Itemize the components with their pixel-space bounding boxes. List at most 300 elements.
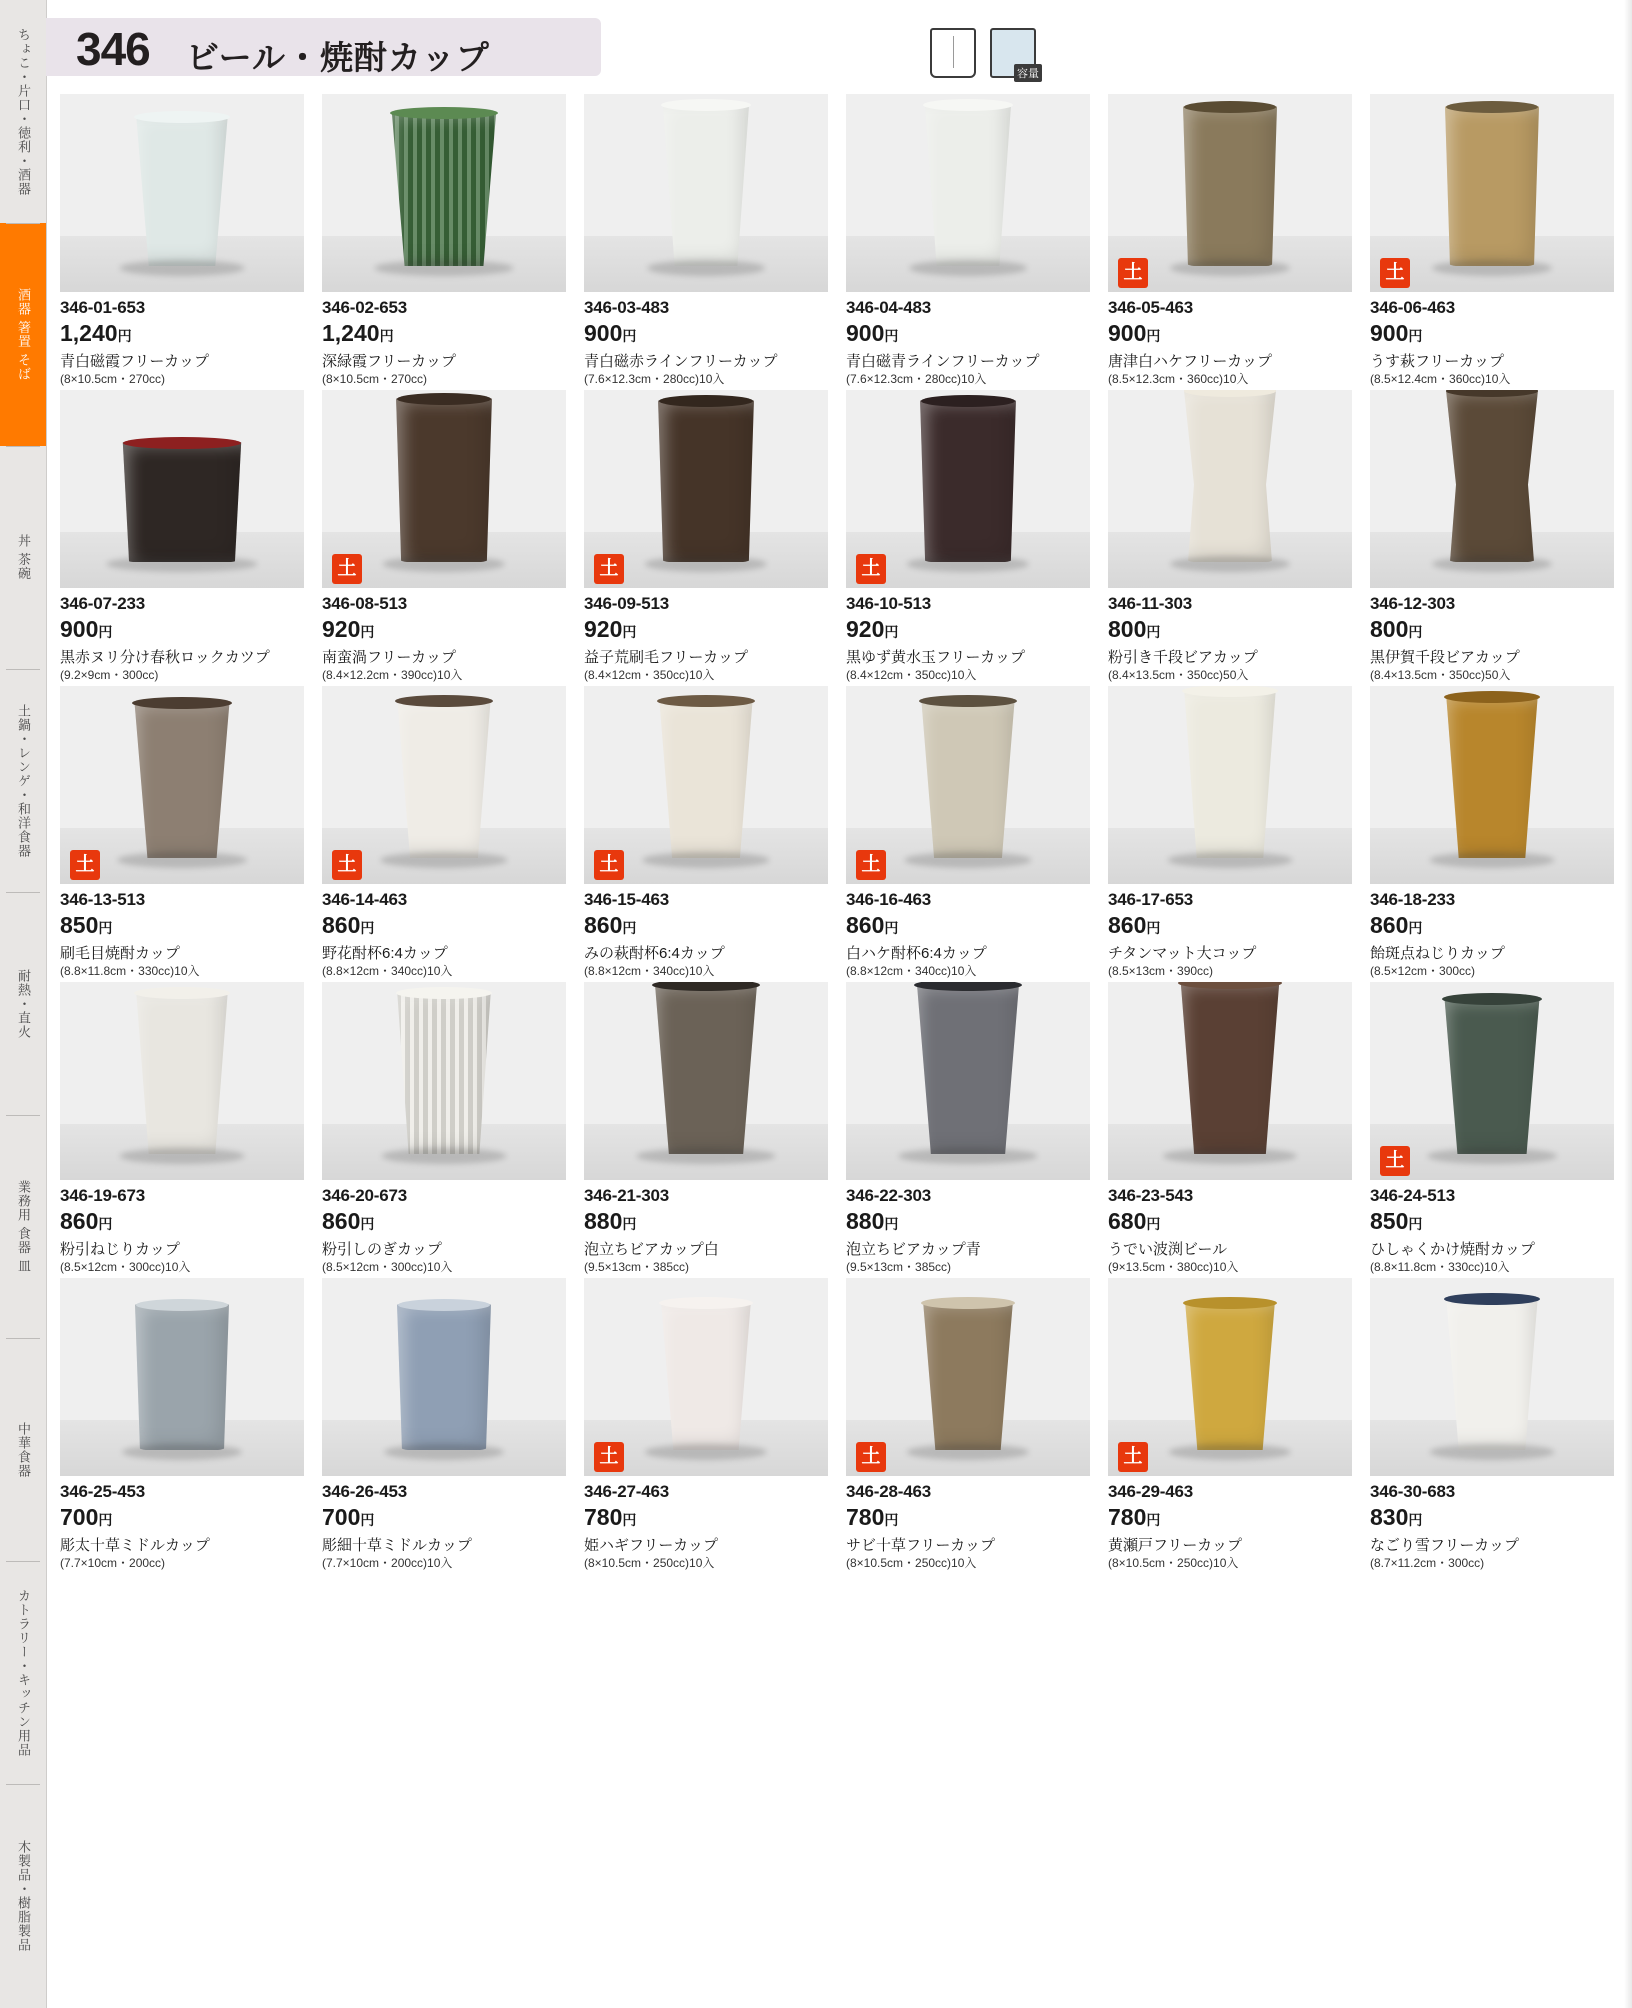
price-value: 900 xyxy=(60,616,99,642)
product-spec: (9×13.5cm・380cc)10入 xyxy=(1108,1260,1239,1274)
product-code: 346-05-463 xyxy=(1108,298,1193,317)
cup-shadow xyxy=(898,1148,1037,1164)
product-spec: (8.8×12cm・340cc)10入 xyxy=(322,964,453,978)
price-value: 780 xyxy=(584,1504,623,1530)
yen-symbol: 円 xyxy=(622,328,637,344)
product-cell[interactable] xyxy=(576,388,838,684)
cup-body xyxy=(1180,106,1280,266)
product-spec: (7.7×10cm・200cc)10入 xyxy=(322,1556,453,1570)
product-photo xyxy=(584,94,828,292)
price-value: 700 xyxy=(322,1504,361,1530)
product-spec: (8.8×11.8cm・330cc)10入 xyxy=(60,964,200,978)
product-cell[interactable] xyxy=(576,980,838,1276)
cup-illustration xyxy=(1442,390,1542,562)
product-photo xyxy=(846,982,1090,1180)
product-cell[interactable] xyxy=(52,1276,314,1572)
product-price xyxy=(584,320,636,347)
price-value: 900 xyxy=(584,320,623,346)
legend xyxy=(898,24,1158,78)
cup-rim xyxy=(921,395,1015,407)
product-name: チタンマット大コップ xyxy=(1108,945,1257,962)
cup-shadow xyxy=(647,260,765,276)
product-photo xyxy=(1108,1278,1352,1476)
product-code: 346-01-653 xyxy=(60,298,145,317)
cup-shadow xyxy=(117,852,247,868)
yen-symbol: 円 xyxy=(1408,920,1423,936)
product-photo xyxy=(60,390,304,588)
price-value: 920 xyxy=(322,616,361,642)
cup-illustration xyxy=(910,984,1026,1154)
product-code: 346-21-303 xyxy=(584,1186,669,1205)
price-value: 850 xyxy=(1370,1208,1409,1234)
product-price xyxy=(584,616,636,643)
product-spec: (8.5×12.3cm・360cc)10入 xyxy=(1108,372,1249,386)
cup-illustration xyxy=(657,104,755,266)
price-value: 860 xyxy=(1108,912,1147,938)
product-spec: (8×10.5cm・250cc)10入 xyxy=(584,1556,715,1570)
product-code: 346-28-463 xyxy=(846,1482,931,1501)
product-name: 青白磁赤ラインフリーカップ xyxy=(584,353,778,370)
product-price xyxy=(322,1208,374,1235)
product-photo xyxy=(322,1278,566,1476)
page-title: ビール・焼酎カップ xyxy=(186,39,490,76)
yen-symbol: 円 xyxy=(360,1512,375,1528)
cup-illustration xyxy=(1438,998,1546,1154)
price-value: 780 xyxy=(846,1504,885,1530)
price-value: 900 xyxy=(1108,320,1147,346)
price-value: 900 xyxy=(1370,320,1409,346)
product-spec: (8.5×12cm・300cc)10入 xyxy=(60,1260,191,1274)
cup-body xyxy=(1440,696,1544,858)
price-value: 860 xyxy=(322,912,361,938)
price-value: 860 xyxy=(60,1208,99,1234)
yen-symbol: 円 xyxy=(884,624,899,640)
product-code: 346-29-463 xyxy=(1108,1482,1193,1501)
cup-rim xyxy=(398,1299,490,1311)
product-name: 刷毛目焼酎カップ xyxy=(60,945,180,962)
product-code: 346-27-463 xyxy=(584,1482,669,1501)
clay-badge: 土 xyxy=(1118,258,1148,288)
page-number: 346 xyxy=(76,23,150,75)
product-code: 346-04-483 xyxy=(846,298,931,317)
product-name: うでい波渕ビール xyxy=(1108,1241,1228,1258)
side-tab-1[interactable] xyxy=(0,223,46,446)
clay-badge: 土 xyxy=(594,554,624,584)
side-tab-5[interactable] xyxy=(0,1115,46,1338)
price-value: 850 xyxy=(60,912,99,938)
product-photo xyxy=(322,94,566,292)
product-cell[interactable] xyxy=(52,92,314,388)
price-value: 800 xyxy=(1370,616,1409,642)
cup-illustration xyxy=(1442,106,1542,266)
product-name: 彫太十草ミドルカップ xyxy=(60,1537,210,1554)
product-spec: (8.7×11.2cm・300cc) xyxy=(1370,1556,1485,1570)
clay-badge: 土 xyxy=(332,554,362,584)
product-spec: (9.5×13cm・385cc) xyxy=(584,1260,690,1274)
clay-badge: 土 xyxy=(856,1442,886,1472)
cup-shadow xyxy=(1170,556,1290,572)
product-spec: (8.4×12cm・350cc)10入 xyxy=(846,668,977,682)
product-name: 粉引ねじりカップ xyxy=(60,1241,180,1258)
product-price xyxy=(1108,1504,1160,1531)
cup-body xyxy=(917,400,1019,562)
cup-shadow xyxy=(1430,1444,1555,1460)
side-tab-7[interactable] xyxy=(0,1561,46,1784)
price-value: 860 xyxy=(584,912,623,938)
yen-symbol: 円 xyxy=(360,1216,375,1232)
cup-rim xyxy=(134,987,230,999)
product-spec: (8×10.5cm・250cc)10入 xyxy=(1108,1556,1239,1570)
cup-illustration xyxy=(1178,690,1282,858)
product-price xyxy=(1370,1504,1422,1531)
price-value: 830 xyxy=(1370,1504,1409,1530)
cup-rim xyxy=(132,697,232,709)
product-cell[interactable] xyxy=(314,980,576,1276)
cup-shadow xyxy=(645,556,767,572)
product-code: 346-12-303 xyxy=(1370,594,1455,613)
cup-shadow xyxy=(122,1444,242,1460)
cup-illustration xyxy=(1440,696,1544,858)
product-cell[interactable] xyxy=(1100,980,1362,1276)
product-photo xyxy=(846,390,1090,588)
clay-badge: 土 xyxy=(594,1442,624,1472)
cup-size-icon xyxy=(930,28,976,78)
cup-rim xyxy=(397,393,491,405)
side-tab-4[interactable] xyxy=(0,892,46,1115)
side-tab-2[interactable] xyxy=(0,446,46,669)
product-name: 泡立ちビアカップ青 xyxy=(846,1241,981,1258)
cup-illustration xyxy=(1179,1302,1281,1450)
product-price xyxy=(1108,1208,1160,1235)
yen-symbol: 円 xyxy=(98,920,113,936)
product-cell[interactable] xyxy=(1100,1276,1362,1572)
cup-body xyxy=(394,1304,494,1450)
product-code: 346-07-233 xyxy=(60,594,145,613)
product-cell[interactable] xyxy=(1100,388,1362,684)
product-code: 346-08-513 xyxy=(322,594,407,613)
yen-symbol: 円 xyxy=(622,920,637,936)
price-value: 700 xyxy=(60,1504,99,1530)
product-name: 彫細十草ミドルカップ xyxy=(322,1537,472,1554)
product-photo xyxy=(1108,686,1352,884)
yen-symbol: 円 xyxy=(379,328,394,344)
cup-body xyxy=(130,992,234,1154)
product-cell[interactable] xyxy=(52,684,314,980)
product-photo xyxy=(60,1278,304,1476)
product-cell[interactable] xyxy=(52,980,314,1276)
cup-rim xyxy=(1444,691,1540,703)
product-cell[interactable] xyxy=(1362,684,1624,980)
cup-illustration xyxy=(391,700,497,858)
side-tab-strip xyxy=(0,0,47,2008)
product-code: 346-22-303 xyxy=(846,1186,931,1205)
product-code: 346-03-483 xyxy=(584,298,669,317)
cup-body xyxy=(648,984,764,1154)
product-photo xyxy=(1370,390,1614,588)
product-photo xyxy=(584,686,828,884)
cup-body xyxy=(1442,390,1542,562)
product-cell[interactable] xyxy=(1100,684,1362,980)
cup-shadow xyxy=(636,1148,775,1164)
product-cell[interactable] xyxy=(314,1276,576,1572)
product-cell[interactable] xyxy=(838,388,1100,684)
side-tab-8[interactable] xyxy=(0,1784,46,2007)
side-tab-label: 木製品・樹脂製品 xyxy=(16,1839,31,1952)
side-tab-label: ちょこ・片口・徳利・酒器 xyxy=(16,27,31,196)
cup-illustration xyxy=(392,992,496,1154)
cup-illustration xyxy=(132,1304,232,1450)
side-tab-0[interactable] xyxy=(0,0,46,223)
price-value: 680 xyxy=(1108,1208,1147,1234)
clay-badge: 土 xyxy=(594,850,624,880)
cup-body xyxy=(657,104,755,266)
product-spec: (8.8×12cm・340cc)10入 xyxy=(846,964,977,978)
cup-rim xyxy=(659,395,753,407)
price-value: 800 xyxy=(1108,616,1147,642)
product-name: 姫ハギフリーカップ xyxy=(584,1537,718,1554)
side-tab-label: 土鍋・レンゲ・和洋食器 xyxy=(16,703,31,858)
product-cell[interactable] xyxy=(1362,980,1624,1276)
cup-illustration xyxy=(655,400,757,562)
cup-rim xyxy=(657,695,755,707)
yen-symbol: 円 xyxy=(1408,624,1423,640)
product-code: 346-30-683 xyxy=(1370,1482,1455,1501)
price-value: 1,240 xyxy=(322,320,380,346)
product-photo xyxy=(60,94,304,292)
product-photo xyxy=(60,982,304,1180)
product-price xyxy=(322,320,394,347)
cup-shadow xyxy=(384,1444,504,1460)
product-cell[interactable] xyxy=(314,92,576,388)
product-code: 346-13-513 xyxy=(60,890,145,909)
product-name: 深緑霞フリーカップ xyxy=(322,353,456,370)
product-cell[interactable] xyxy=(838,1276,1100,1572)
yen-symbol: 円 xyxy=(884,920,899,936)
cup-shadow xyxy=(904,852,1031,868)
product-price xyxy=(584,912,636,939)
product-photo xyxy=(322,390,566,588)
product-cell[interactable] xyxy=(838,980,1100,1276)
product-name: なごり雪フリーカップ xyxy=(1370,1537,1519,1554)
cup-body xyxy=(1440,1298,1544,1450)
cup-shadow xyxy=(1430,852,1555,868)
product-price xyxy=(846,1504,898,1531)
side-tab-divider xyxy=(6,223,40,224)
price-value: 860 xyxy=(322,1208,361,1234)
cup-body xyxy=(1174,982,1286,1154)
cup-illustration xyxy=(386,112,502,266)
cup-body xyxy=(132,1304,232,1450)
product-code: 346-19-673 xyxy=(60,1186,145,1205)
yen-symbol: 円 xyxy=(884,1512,899,1528)
product-code: 346-24-513 xyxy=(1370,1186,1455,1205)
cup-illustration xyxy=(119,442,245,562)
page-header xyxy=(46,0,1632,92)
cup-rim xyxy=(134,111,230,123)
product-cell[interactable] xyxy=(52,388,314,684)
product-price xyxy=(1108,616,1160,643)
cup-body xyxy=(386,112,502,266)
price-value: 900 xyxy=(846,320,885,346)
price-value: 920 xyxy=(846,616,885,642)
product-spec: (7.6×12.3cm・280cc)10入 xyxy=(584,372,725,386)
cup-shadow xyxy=(907,556,1029,572)
cup-body xyxy=(1178,690,1282,858)
product-photo xyxy=(322,982,566,1180)
product-spec: (8×10.5cm・270cc) xyxy=(322,372,428,386)
side-tab-label: カトラリー・キッチン用品 xyxy=(16,1588,31,1757)
yen-symbol: 円 xyxy=(622,1512,637,1528)
cup-rim xyxy=(659,1297,753,1309)
product-photo xyxy=(846,1278,1090,1476)
cup-body xyxy=(1442,106,1542,266)
product-name: ひしゃくかけ焼酎カップ xyxy=(1370,1241,1535,1258)
side-tab-divider xyxy=(6,669,40,670)
yen-symbol: 円 xyxy=(98,1512,113,1528)
product-cell[interactable] xyxy=(838,684,1100,980)
yen-symbol: 円 xyxy=(98,1216,113,1232)
product-photo xyxy=(584,982,828,1180)
cup-shadow xyxy=(1427,1148,1557,1164)
product-spec: (7.6×12.3cm・280cc)10入 xyxy=(846,372,987,386)
product-name: 飴斑点ねじりカップ xyxy=(1370,945,1505,962)
product-spec: (8.4×13.5cm・350cc)50入 xyxy=(1108,668,1249,682)
clay-badge: 土 xyxy=(1380,1146,1410,1176)
product-code: 346-15-463 xyxy=(584,890,669,909)
product-cell[interactable] xyxy=(576,1276,838,1572)
product-spec: (8.4×12.2cm・390cc)10入 xyxy=(322,668,463,682)
product-name: 唐津白ハケフリーカップ xyxy=(1108,353,1272,370)
side-tab-6[interactable] xyxy=(0,1338,46,1561)
product-code: 346-18-233 xyxy=(1370,890,1455,909)
cup-shadow xyxy=(642,852,769,868)
product-photo xyxy=(584,1278,828,1476)
side-tab-label: 酒器 箸置 そば xyxy=(16,287,31,382)
side-tab-3[interactable] xyxy=(0,669,46,892)
product-photo xyxy=(584,390,828,588)
cup-shadow xyxy=(1168,852,1293,868)
yen-symbol: 円 xyxy=(98,624,113,640)
product-spec: (8.4×13.5cm・350cc)50入 xyxy=(1370,668,1511,682)
product-code: 346-25-453 xyxy=(60,1482,145,1501)
product-code: 346-06-463 xyxy=(1370,298,1455,317)
product-photo xyxy=(1370,1278,1614,1476)
yen-symbol: 円 xyxy=(1146,1216,1161,1232)
product-cell[interactable] xyxy=(838,92,1100,388)
product-spec: (8.5×13cm・390cc) xyxy=(1108,964,1214,978)
side-tab-divider xyxy=(6,892,40,893)
cup-body xyxy=(653,700,759,858)
product-cell[interactable] xyxy=(314,684,576,980)
product-photo xyxy=(846,686,1090,884)
cup-illustration xyxy=(917,400,1019,562)
product-name: みの萩酎杯6:4カップ xyxy=(584,945,725,962)
product-spec: (8×10.5cm・270cc) xyxy=(60,372,166,386)
yen-symbol: 円 xyxy=(622,624,637,640)
product-price xyxy=(584,1504,636,1531)
cup-rim xyxy=(136,1299,228,1311)
price-value: 880 xyxy=(846,1208,885,1234)
product-price xyxy=(1370,912,1422,939)
cup-illustration xyxy=(1180,390,1280,562)
clay-badge: 土 xyxy=(1118,1442,1148,1472)
product-cell[interactable] xyxy=(576,92,838,388)
side-tab-label: 耐熱・直火 xyxy=(16,968,31,1039)
yen-symbol: 円 xyxy=(1146,1512,1161,1528)
product-price xyxy=(60,616,112,643)
cup-shadow xyxy=(1163,1148,1297,1164)
product-spec: (9.2×9cm・300cc) xyxy=(60,668,159,682)
product-photo xyxy=(846,94,1090,292)
cup-body xyxy=(392,992,496,1154)
side-tab-label: 中華食器 xyxy=(16,1421,31,1478)
price-value: 860 xyxy=(846,912,885,938)
product-cell[interactable] xyxy=(576,684,838,980)
cup-body xyxy=(391,700,497,858)
product-cell[interactable] xyxy=(1362,388,1624,684)
product-photo xyxy=(1370,982,1614,1180)
cup-body xyxy=(393,398,495,562)
product-grid xyxy=(52,92,1624,1572)
side-tab-label: 業務用 食器 皿 xyxy=(16,1179,31,1274)
cup-body xyxy=(917,1302,1019,1450)
product-price xyxy=(846,616,898,643)
product-name: 黒伊賀千段ビアカップ xyxy=(1370,649,1520,666)
cup-illustration xyxy=(917,1302,1019,1450)
yen-symbol: 円 xyxy=(1408,1216,1423,1232)
product-price xyxy=(322,1504,374,1531)
cup-illustration xyxy=(394,1304,494,1450)
clay-badge: 土 xyxy=(70,850,100,880)
cup-illustration xyxy=(655,1302,757,1450)
cup-rim xyxy=(1442,993,1542,1005)
product-photo xyxy=(1370,94,1614,292)
product-price xyxy=(60,320,132,347)
product-cell[interactable] xyxy=(1100,92,1362,388)
cup-shadow xyxy=(907,1444,1029,1460)
cup-body xyxy=(919,104,1017,266)
cup-shadow xyxy=(106,556,257,572)
cup-body xyxy=(1179,1302,1281,1450)
cup-body xyxy=(915,700,1021,858)
yen-symbol: 円 xyxy=(117,328,132,344)
product-price xyxy=(846,912,898,939)
product-cell[interactable] xyxy=(1362,1276,1624,1572)
product-price xyxy=(1108,320,1160,347)
product-cell[interactable] xyxy=(314,388,576,684)
product-cell[interactable] xyxy=(1362,92,1624,388)
clay-badge: 土 xyxy=(1380,258,1410,288)
side-tab-divider xyxy=(6,1338,40,1339)
product-name: 粉引しのぎカップ xyxy=(322,1241,442,1258)
product-photo xyxy=(60,686,304,884)
cup-illustration xyxy=(653,700,759,858)
product-name: 青白磁青ラインフリーカップ xyxy=(846,353,1040,370)
cup-body xyxy=(1438,998,1546,1154)
cup-shadow xyxy=(383,556,505,572)
cup-body xyxy=(128,702,236,858)
cup-shadow xyxy=(645,1444,767,1460)
product-name: 泡立ちビアカップ白 xyxy=(584,1241,719,1258)
product-code: 346-09-513 xyxy=(584,594,669,613)
yen-symbol: 円 xyxy=(1408,328,1423,344)
yen-symbol: 円 xyxy=(622,1216,637,1232)
product-price xyxy=(1370,616,1422,643)
product-code: 346-16-463 xyxy=(846,890,931,909)
cup-illustration xyxy=(1174,982,1286,1154)
side-tab-label: 丼 茶碗 xyxy=(16,534,31,581)
side-tab-divider xyxy=(6,1115,40,1116)
